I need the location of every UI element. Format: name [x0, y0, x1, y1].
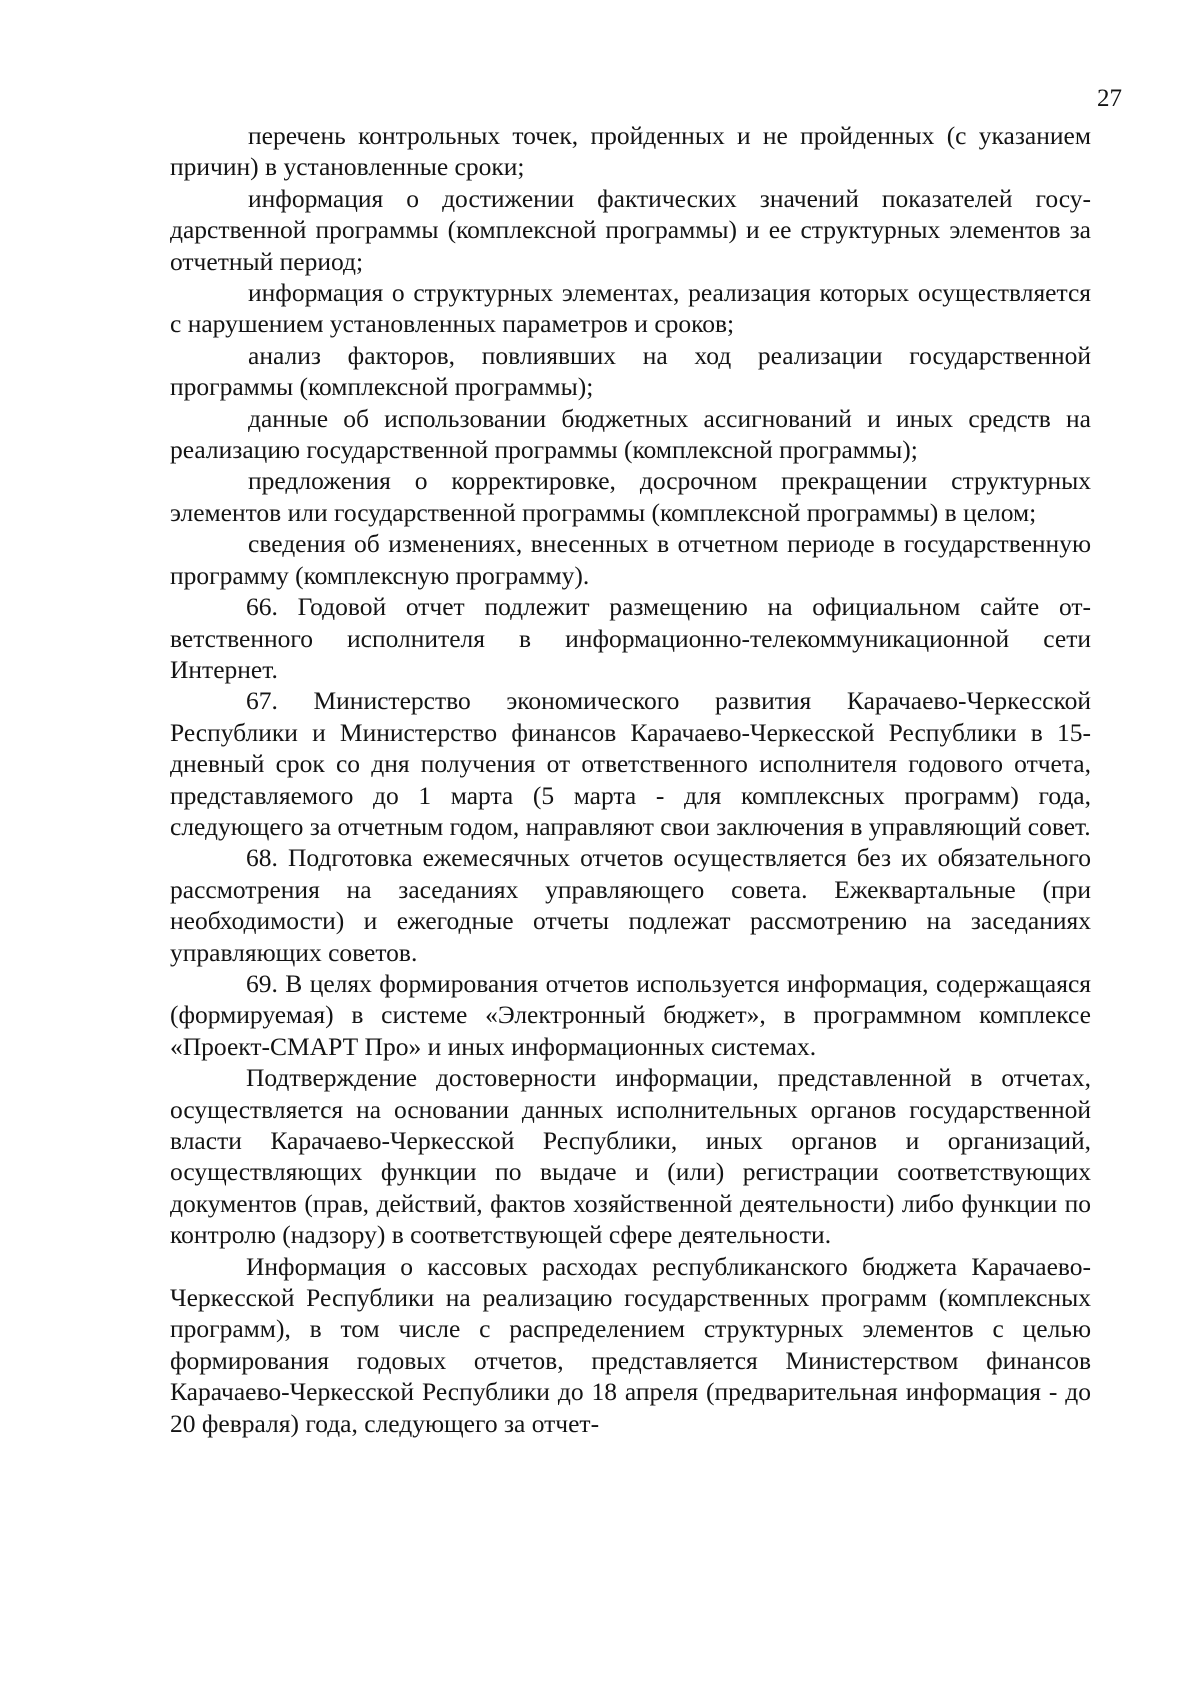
- clause-67: 67. Министерство экономического развития Карачаево-Черкесской Республики и Министерство финансов Карачаево-Черкесской Республики в 15-дневный срок со дня получения от ответственного исполнителя годового отчета, представляемого до 1 марта (5 марта - для комплексных программ) года, следующего за отчетным годом, направляют свои заключения в управляющий совет.: [170, 686, 1091, 841]
- clause-69: 69. В целях формирования отчетов используется информация, содержащаяся (формируемая) в системе «Электронный бюджет», в программном комплексе «Проект-СМАРТ Про» и иных информационных системах.: [170, 968, 1091, 1061]
- list-item-program-changes: сведения об изменениях, внесенных в отчетном периоде в государственную программу (комплексную программу).: [170, 529, 1091, 590]
- page-number: 27: [1097, 85, 1122, 112]
- clause-68: 68. Подготовка ежемесячных отчетов осуществляется без их обязательного рассмотрения на заседаниях управляющего совета. Ежеквартальные (при необходимости) и ежегодные отчеты подлежат рассмотрению на заседаниях управляющих советов.: [170, 843, 1091, 967]
- list-item-correction-proposals: предложения о корректировке, досрочном прекращении структурных элементов или государственной программы (комплексной программы) в целом;: [170, 466, 1091, 527]
- list-item-structural-elements: информация о структурных элементах, реализация которых осуществляется с нарушением установленных параметров и сроков;: [170, 278, 1091, 339]
- list-item-factor-analysis: анализ факторов, повлиявших на ход реализации государственной программы (комплексной программы);: [170, 340, 1091, 402]
- clause-66: 66. Годовой отчет подлежит размещению на официальном сайте ответственного исполнителя в информационно-телекоммуникационной сети Интернет.: [170, 592, 1091, 684]
- document-body: [170, 120, 1091, 1439]
- list-item-checkpoints: перечень контрольных точек, пройденных и не пройденных (с указанием причин) в установленные сроки;: [170, 121, 1091, 182]
- paragraph-cash-expenses: Информация о кассовых расходах республиканского бюджета Карачаево-Черкесской Республики на реализацию государственных программ (комплексных программ), в том числе с распределением структурных элементов с целью формирования годовых отчетов, представляется Министерством финансов Карачаево-Черкесской Республики до 18 апреля (предварительная информация - до 20 февраля) года, следующего за отчет-: [170, 1251, 1091, 1438]
- list-item-indicator-values: информация о достижении фактических значений показателей государственной программы (комплексной программы) и ее структурных элементов за отчетный период;: [170, 183, 1091, 276]
- paragraph-verification: Подтверждение достоверности информации, представленной в отчетах, осуществляется на основании данных исполнительных органов государственной власти Карачаево-Черкесской Республики, иных органов и организаций, осуществляющих функции по выдаче и (или) регистрации соответствующих документов (прав, действий, фактов хозяйственной деятельности) либо функции по контролю (надзору) в соответствующей сфере деятельности.: [170, 1063, 1091, 1250]
- list-item-budget-usage: данные об использовании бюджетных ассигнований и иных средств на реализацию государственной программы (комплексной программы);: [170, 403, 1091, 465]
